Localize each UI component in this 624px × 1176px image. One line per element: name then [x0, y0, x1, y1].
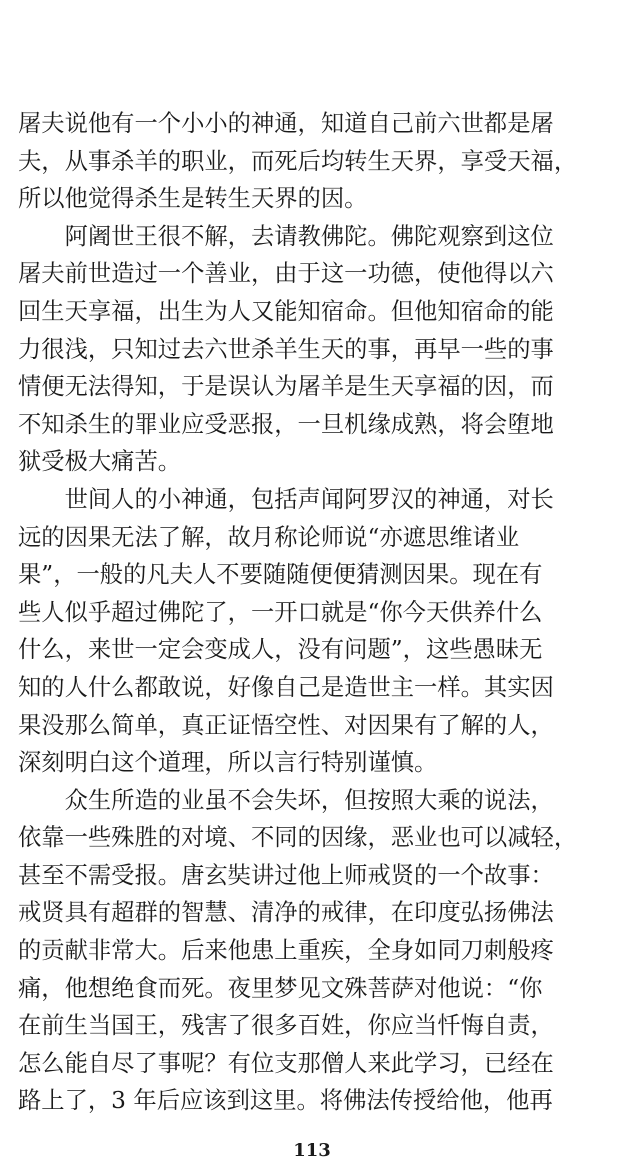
text-line: 夫，从事杀羊的职业，而死后均转生天界，享受天福，: [18, 147, 578, 175]
page-number: 113: [293, 1140, 331, 1161]
text-line: 情便无法得知，于是误认为屠羊是生天享福的因，而: [18, 373, 554, 401]
text-line: 不知杀生的罪业应受恶报，一旦机缘成熟，将会堕地: [18, 410, 554, 438]
text-line: 屠夫说他有一个小小的神通，知道自己前六世都是屠: [18, 110, 554, 137]
text-line: 世间人的小神通，包括声闻阿罗汉的神通，对长: [18, 485, 554, 513]
text-line: 众生所造的业虽不会失坏，但按照大乘的说法，: [18, 786, 554, 814]
text-line: 什么，来世一定会变成人，没有问题”，这些愚昧无: [18, 636, 543, 664]
text-line: 远的因果无法了解，故月称论师说“亦遮思维诸业: [18, 523, 520, 551]
text-line: 路上了，3 年后应该到这里。将佛法传授给他，他再: [18, 1087, 553, 1115]
text-line: 的贡献非常大。后来他患上重疾，全身如同刀刺般疼: [18, 937, 554, 964]
text-line: 知的人什么都敢说，好像自己是造世主一样。其实因: [18, 673, 554, 701]
text-line: 狱受极大痛苦。: [18, 448, 182, 476]
text-line: 甚至不需受报。唐玄奘讲过他上师戒贤的一个故事：: [18, 861, 554, 889]
text-line: 所以他觉得杀生是转生天界的因。: [18, 185, 368, 213]
text-line: 怎么能自尽了事呢？有位支那僧人来此学习，已经在: [18, 1049, 554, 1077]
text-line: 依靠一些殊胜的对境、不同的因缘，恶业也可以减轻，: [18, 824, 578, 852]
text-line: 在前生当国王，残害了很多百姓，你应当忏悔自责，: [18, 1012, 554, 1040]
text-line: 深刻明白这个道理，所以言行特别谨慎。: [18, 749, 438, 777]
text-line: 果没那么简单，真正证悟空性、对因果有了解的人，: [18, 711, 554, 739]
text-line: 果”，一般的凡夫人不要随随便便猜测因果。现在有: [18, 561, 543, 589]
text-line: 屠夫前世造过一个善业，由于这一功德，使他得以六: [18, 260, 554, 288]
text-line: 阿阇世王很不解，去请教佛陀。佛陀观察到这位: [18, 222, 554, 250]
text-line: 痛，他想绝食而死。夜里梦见文殊菩萨对他说：“你: [18, 974, 543, 1002]
text-line: 回生天享福，出生为人又能知宿命。但他知宿命的能: [18, 298, 554, 325]
text-line: 戒贤具有超群的智慧、清净的戒律，在印度弘扬佛法: [18, 899, 554, 927]
text-line: 力很浅，只知过去六世杀羊生天的事，再早一些的事: [18, 335, 554, 363]
text-line: 些人似乎超过佛陀了，一开口就是“你今天供养什么: [18, 598, 543, 626]
